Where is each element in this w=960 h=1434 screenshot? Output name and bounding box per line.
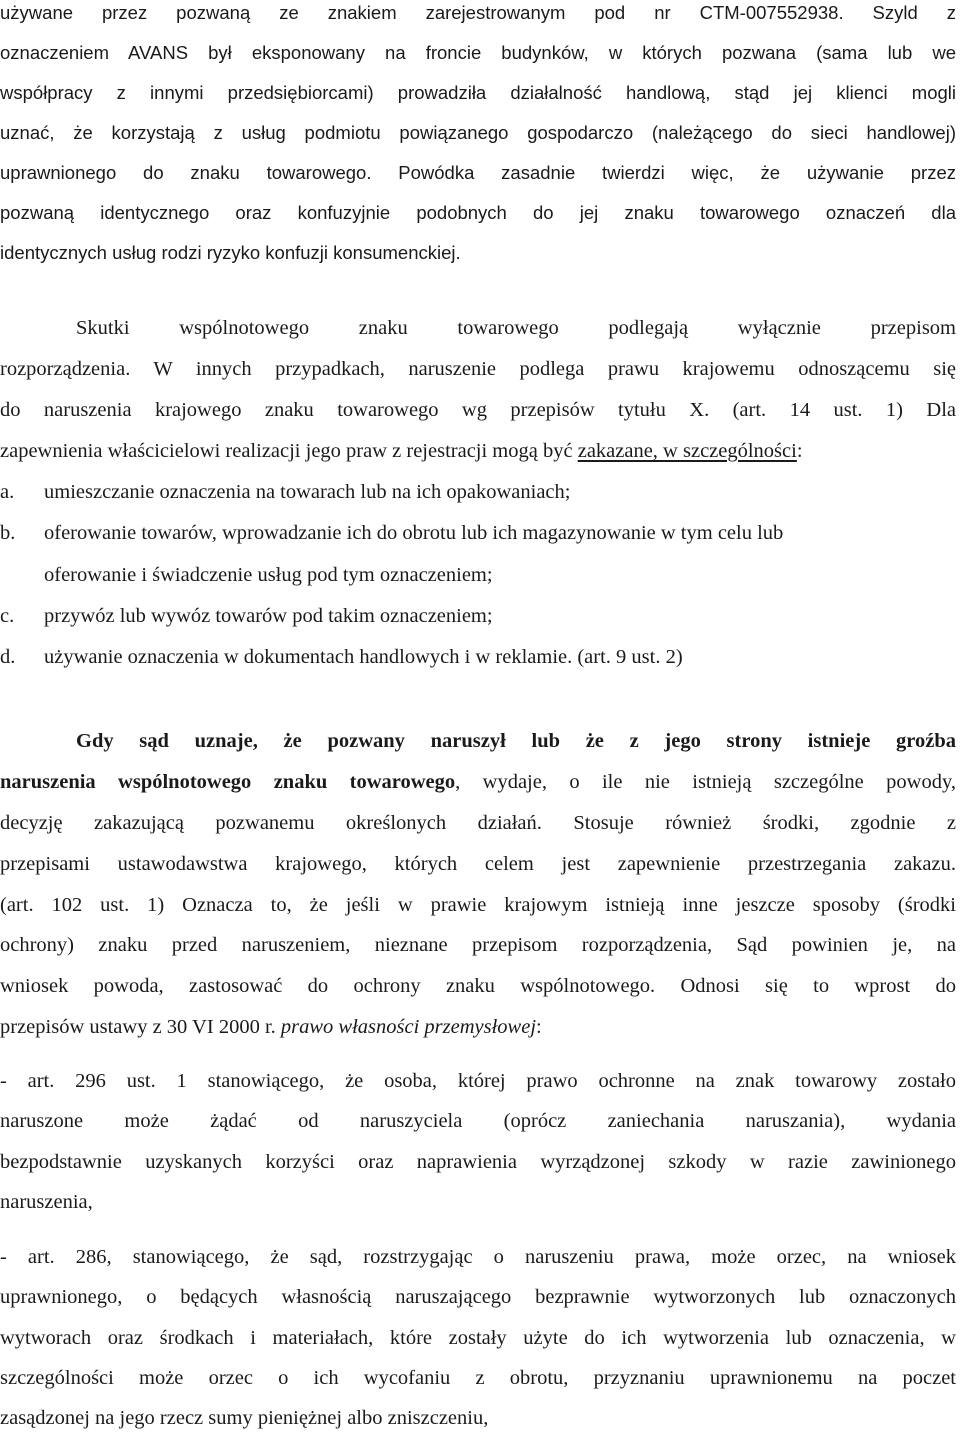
paragraph-1-line-4: uznać, że korzystają z usług podmiotu powiązanego gospodarczo (należącego do sieci handlowej): [0, 122, 956, 143]
paragraph-5-line-3: wytworach oraz środkach i materiałach, które zostały użyte do ich wytworzenia lub oznaczenia, w: [0, 1327, 956, 1349]
paragraph-3-line-4: przepisami ustawodawstwa krajowego, których celem jest zapewnienie przestrzegania zakazu.: [0, 853, 956, 875]
list-marker: a.: [0, 481, 15, 503]
paragraph-2-line-1: Skutki wspólnotowego znaku towarowego podlegają wyłącznie przepisom: [76, 317, 956, 339]
paragraph-5-line-4: szczególności może orzec o ich wycofaniu z obrotu, przyznaniu uprawnionemu na poczet: [0, 1367, 956, 1389]
paragraph-3-line-3: decyzję zakazującą pozwanemu określonych działań. Stosuje również środki, zgodnie z: [0, 812, 956, 834]
paragraph-4-line-2: naruszone może żądać od naruszyciela (oprócz zaniechania naruszania), wydania: [0, 1110, 956, 1132]
paragraph-3-line-2: [0, 769, 956, 795]
italic-phrase: prawo własności przemysłowej: [280, 1016, 537, 1038]
paragraph-1-line-6: pozwaną identycznego oraz konfuzyjnie podobnych do jej znaku towarowego oznaczeń dla: [0, 202, 956, 223]
list-item-d: [0, 644, 956, 670]
bold-phrase: naruszenia wspólnotowego znaku towarowego: [0, 771, 456, 793]
list-item-c: [0, 603, 956, 629]
underlined-phrase: zakazane, w szczególności: [577, 440, 797, 462]
colon: :: [536, 1016, 542, 1038]
paragraph-1-line-1: używane przez pozwaną ze znakiem zarejestrowanym pod nr CTM-007552938. Szyld z: [0, 2, 956, 23]
list-item-b: [0, 520, 956, 546]
paragraph-3-line-8: [0, 1014, 956, 1040]
list-item-text: umieszczanie oznaczenia na towarach lub na ich opakowaniach;: [44, 481, 571, 503]
paragraph-3-line-6: ochrony) znaku przed naruszeniem, nieznane przepisom rozporządzenia, Sąd powinien je, na: [0, 934, 956, 956]
list-marker: d.: [0, 646, 16, 668]
paragraph-1-line-7: identycznych usług rodzi ryzyko konfuzji konsumenckiej.: [0, 242, 461, 263]
list-item-text: oferowanie i świadczenie usług pod tym oznaczeniem;: [44, 564, 493, 586]
list-marker: c.: [0, 605, 15, 627]
list-item-a: [0, 479, 956, 505]
list-item-text: oferowanie towarów, wprowadzanie ich do obrotu lub ich magazynowanie w tym celu lub: [44, 522, 784, 544]
paragraph-2-line-4-text: zapewnienia właścicielowi realizacji jego praw z rejestracji mogą być: [0, 440, 578, 462]
paragraph-4-line-4: naruszenia,: [0, 1191, 93, 1213]
list-item-text: przywóz lub wywóz towarów pod takim oznaczeniem;: [44, 605, 493, 627]
paragraph-3-line-5: (art. 102 ust. 1) Oznacza to, że jeśli w prawie krajowym istnieją inne jeszcze sposoby (środki: [0, 894, 956, 916]
paragraph-2-line-3: do naruszenia krajowego znaku towarowego wg przepisów tytułu X. (art. 14 ust. 1) Dla: [0, 399, 956, 421]
paragraph-4-line-1: - art. 296 ust. 1 stanowiącego, że osoba, której prawo ochronne na znak towarowy zostało: [0, 1070, 956, 1092]
paragraph-3-line-7: wniosek powoda, zastosować do ochrony znaku wspólnotowego. Odnosi się to wprost do: [0, 975, 956, 997]
paragraph-1-line-5: uprawnionego do znaku towarowego. Powódka zasadnie twierdzi więc, że używanie przez: [0, 162, 956, 183]
colon: :: [796, 440, 803, 462]
paragraph-1-line-3: współpracy z innymi przedsiębiorcami) prowadziła działalność handlową, stąd jej klienci mogli: [0, 82, 956, 103]
paragraph-3-line-8-text: przepisów ustawy z 30 VI 2000 r.: [0, 1016, 281, 1038]
paragraph-5-line-2: uprawnionego, o będących własnością naruszającego bezprawnie wytworzonych lub oznaczonych: [0, 1286, 956, 1308]
paragraph-4-line-3: bezpodstawnie uzyskanych korzyści oraz naprawienia wyrządzonej szkody w razie zawinionego: [0, 1151, 956, 1173]
list-marker: b.: [0, 522, 16, 544]
paragraph-5-line-5: zasądzonej na jego rzecz sumy pieniężnej albo zniszczeniu,: [0, 1407, 489, 1429]
paragraph-2-line-2: rozporządzenia. W innych przypadkach, naruszenie podlega prawu krajowemu odnoszącemu się: [0, 358, 956, 380]
paragraph-1-line-2: oznaczeniem AVANS był eksponowany na froncie budynków, w których pozwana (sama lub we: [0, 42, 956, 63]
paragraph-3-line-1: Gdy sąd uznaje, że pozwany naruszył lub że z jego strony istnieje groźba: [76, 730, 956, 752]
paragraph-2-line-4: [0, 438, 956, 464]
paragraph-5-line-1: - art. 286, stanowiącego, że sąd, rozstrzygając o naruszeniu prawa, może orzec, na wniosek: [0, 1246, 956, 1268]
list-item-b-continuation: [0, 562, 956, 588]
paragraph-3-line-2-text: , wydaje, o ile nie istnieją szczególne powody,: [455, 771, 956, 793]
list-item-text: używanie oznaczenia w dokumentach handlowych i w reklamie. (art. 9 ust. 2): [44, 646, 683, 668]
